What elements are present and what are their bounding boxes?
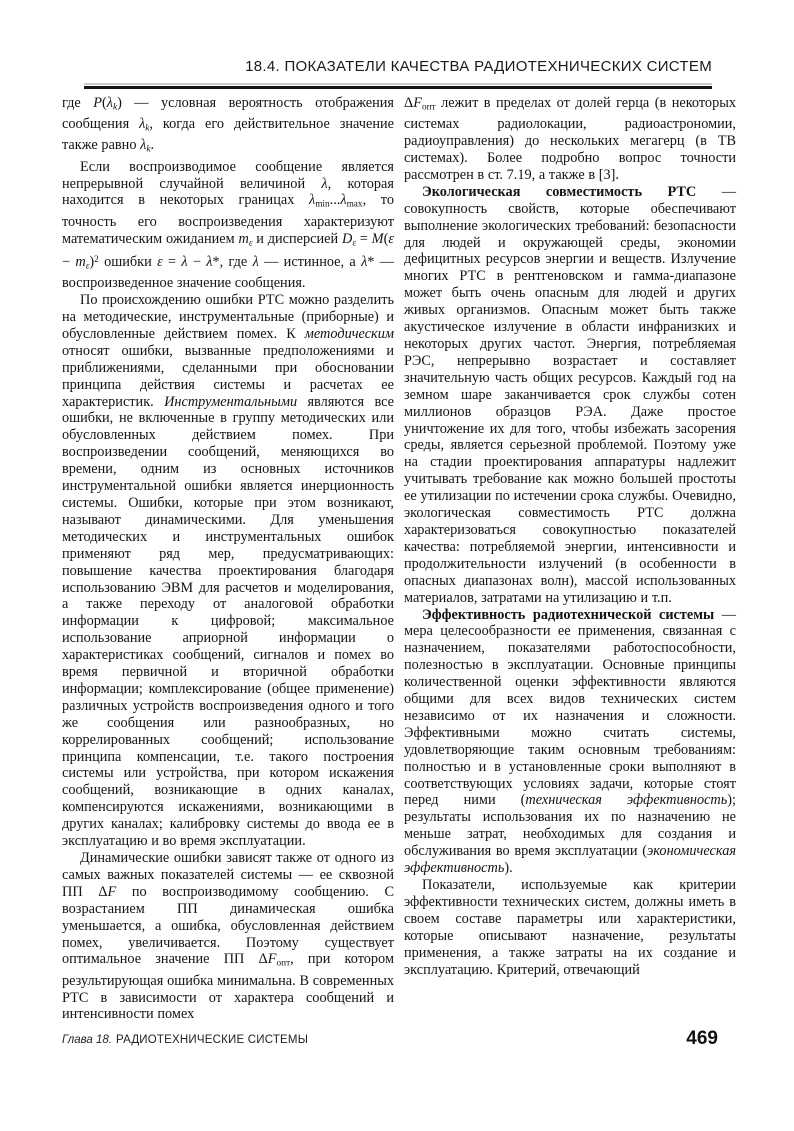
text-run: Если воспроизводимое сообщение является непрерывной случайной величиной: [62, 158, 394, 192]
text-run: ...: [329, 192, 341, 209]
text-run: Эффективность радиотехнической системы: [422, 606, 715, 623]
text-run: *, где: [212, 253, 253, 270]
text-run: F: [107, 883, 117, 900]
text-run: −: [187, 253, 207, 270]
text-run: ε: [85, 261, 90, 272]
text-run: ε: [352, 237, 356, 248]
paragraph: [404, 184, 736, 607]
page-footer: [62, 1029, 718, 1048]
text-run: λ: [308, 192, 316, 209]
text-columns: [62, 95, 736, 1023]
text-run: ): [89, 253, 95, 270]
paragraph: [62, 159, 394, 292]
text-run: λ: [181, 253, 188, 270]
text-run: λ: [361, 253, 368, 270]
header-rule-bar: [84, 86, 712, 89]
text-run: (: [383, 230, 389, 247]
text-run: * — воспроизведенное значение сообщения.: [62, 253, 395, 292]
text-run: k: [146, 144, 151, 155]
text-run: k: [112, 102, 118, 113]
text-run: — мера целесообразности ее применения, связанная с назначением, показателями работоспособности, полезностью в эксплуатации. Основные принципы количественной оценки эффективности являются общими для всех видов технических систем независимо от их назначения и сложности. Эффективными можно считать системы, удовлетворяющие таким основным требованиям: полностью и в установленные сроки выполняют в соответствующих условиях задачи, которые стоят перед ними (: [404, 606, 736, 809]
text-run: λ: [139, 116, 146, 133]
text-run: min: [315, 199, 330, 210]
chapter-label: Глава 18.: [62, 1034, 112, 1046]
text-run: Динамические ошибки зависят также от одного из самых важных показателей системы — ее сквозной ПП Δ: [62, 850, 394, 900]
text-run: опт: [276, 958, 291, 969]
page-number: 469: [686, 1028, 718, 1049]
text-run: где: [62, 95, 94, 111]
text-run: .: [150, 137, 155, 154]
paragraph: [62, 95, 394, 159]
text-run: относят ошибки, вызванные предположениями и приближениями, сделанными при обосновании принципа действия системы и расчетах ее характеристик.: [62, 342, 394, 410]
text-run: −: [62, 253, 76, 270]
text-run: D: [341, 230, 353, 247]
left-column: [62, 95, 394, 1023]
text-run: Инструментальными: [164, 393, 298, 410]
text-run: M: [371, 230, 384, 247]
paragraph: [404, 877, 736, 978]
text-run: k: [145, 123, 150, 134]
text-run: методическим: [304, 325, 394, 342]
text-run: max: [346, 199, 363, 210]
text-run: По происхождению ошибки РТС можно разделить на методические, инструментальные (приборные) и обусловленные действием помех. К: [62, 292, 394, 342]
text-run: P: [93, 95, 102, 111]
text-run: ε: [157, 253, 163, 270]
text-run: , когда его действительное значение также равно: [62, 116, 394, 154]
section-header: 18.4. ПОКАЗАТЕЛИ КАЧЕСТВА РАДИОТЕХНИЧЕСКИХ СИСТЕМ: [245, 58, 712, 75]
text-run: m: [75, 253, 86, 270]
right-column: [404, 95, 736, 1023]
text-run: — истинное, а: [258, 253, 362, 270]
text-run: λ: [321, 175, 328, 192]
text-run: λ: [252, 253, 259, 270]
text-run: ε: [388, 230, 394, 247]
paragraph: [62, 292, 394, 850]
text-run: ); результаты использования их по назначению не меньше затрат, необходимых для создания и обслуживания во время эксплуатации (: [404, 792, 736, 860]
text-run: лежит в пределах от долей герца (в некоторых системах радиолокации, радиоастрономии, радиоуправления) до нескольких мегагерц (в ТВ системах). Более подробно вопрос точности рассмотрен в ст. 7.19, а также в [3].: [404, 95, 736, 183]
text-run: — совокупность свойств, которые обеспечивают выполнение экологических требований: безопасности для людей и окружающей среды, экономии дефицитных ресурсов энергии и веществ. Излучение многих РТС в рентгеновском и гамма-диапазоне может быть очень опасным для людей и других живых организмов. Опасным может быть также акустическое излучение в области инфранизких и некоторых других частот. Энергия, потребляемая РЭС, непрерывно возрастает и составляет значительную часть общих ресурсов. Каждый год на земном шаре заканчивается срок службы сотен миллионов образцов РЭА. Даже простое уничтожение их для того, чтобы избежать засорения среды, является серьезной проблемой. Поэтому уже на стадии проектирования аппаратуры надлежит учитывать требование как можно большей простоты ее утилизации по истечении срока службы. Очевидно, экологическая совместимость РТС должна характеризоваться совокупностью показателей качества: потребляемой энергии, интенсивности и продолжительности излучений (в особенности в опасных диапазонах волн), массой использованных материалов, затратами на утилизацию и т.п.: [404, 183, 736, 606]
text-run: F: [413, 95, 422, 111]
text-run: ).: [504, 860, 513, 877]
paragraph: [404, 607, 736, 878]
running-title: [62, 1029, 308, 1046]
text-run: Показатели, используемые как критерии эффективности технических систем, должны иметь в своем составе параметры или характеристики, которые описывают назначение, результаты применения, а также затраты на их создание и эксплуатацию. Критерий, отвечающий: [404, 877, 736, 978]
header-rule: [84, 83, 712, 89]
paragraph: [404, 95, 736, 184]
text-run: техническая эффективность: [525, 792, 728, 809]
text-run: λ: [340, 192, 347, 209]
text-run: являются все ошибки, не включенные в группу методических или обусловленных действием помех. При воспроизведении сообщений, меняющихся во времени, одним из основных источников инструментальной ошибки является инерционность системы. Ошибки, которые при этом возникают, называют динамическими. Для уменьшения методических и инструментальных ошибок применяют ряд мер, предусматривающих: повышение качества проектирования благодаря использованию ЭВМ для расчетов и моделирования, а также переходу от аналоговой обработки информации к цифровой; максимальное использование априорной информации о характеристиках сообщений, сигналов и помех во время первичной и вторичной обработки информации; комплексирование (общее применение) различных устройств воспроизведения одного и того же сообщения или разнообразных, но коррелированных сообщений; использование принципа компенсации, т.е. такого построения системы или устройства, при котором искажения сообщений, возникающие в одних каналах, компенсируются искажениями, возникающими в других каналах; калибровку системы до ввода ее в эксплуатацию и во время эксплуатации.: [62, 393, 394, 850]
header-rule-shadow: [84, 83, 712, 85]
text-run: Экологическая совместимость РТС: [422, 183, 697, 200]
text-run: ) — условная вероятность отображения сообщения: [62, 95, 394, 133]
text-run: по воспроизводимому сообщению. С возрастанием ПП динамическая ошибка уменьшается, а ошибка, обусловленная действием помех, увеличивается. Поэтому существует оптимальное значение ПП Δ: [62, 883, 394, 968]
text-run: λ: [140, 137, 147, 154]
text-run: λ: [106, 95, 113, 111]
text-run: ε: [248, 237, 253, 248]
text-run: , при котором результирующая ошибка минимальна. В современных РТС в зависимости от характера сообщений и интенсивности помех: [62, 951, 394, 1023]
text-run: (: [101, 95, 107, 111]
text-run: экономическая эффективность: [404, 843, 736, 877]
text-run: Δ: [404, 95, 414, 111]
text-run: , то точность его воспроизведения характеризуют математическим ожиданием: [62, 192, 394, 247]
text-run: λ: [206, 253, 213, 270]
text-run: опт: [421, 102, 436, 113]
text-run: ошибки: [98, 253, 158, 270]
text-run: , которая находится в некоторых границах: [62, 175, 394, 209]
text-run: 2: [94, 254, 99, 265]
text-run: =: [355, 230, 372, 247]
text-run: F: [267, 951, 277, 968]
text-run: m: [238, 230, 249, 247]
text-run: и дисперсией: [252, 230, 342, 247]
text-run: =: [162, 253, 182, 270]
chapter-title: РАДИОТЕХНИЧЕСКИЕ СИСТЕМЫ: [115, 1034, 309, 1046]
paragraph: [62, 850, 394, 1023]
